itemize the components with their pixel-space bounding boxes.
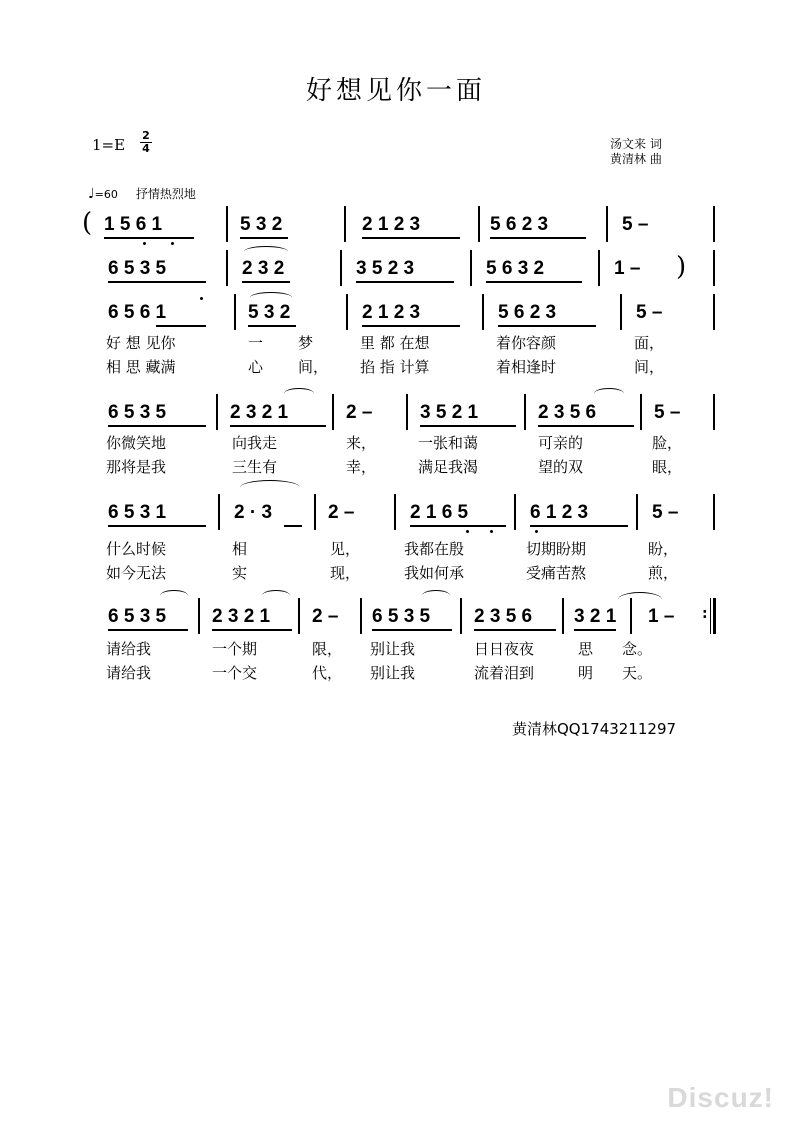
barline: [344, 206, 346, 242]
score-row-6: [0, 598, 792, 638]
note: 6 5 3 5: [372, 606, 431, 627]
lyric: 可亲的: [538, 434, 584, 452]
lyric: 现，: [330, 564, 361, 582]
barline: [332, 394, 334, 430]
barline: [360, 598, 362, 634]
note: 5 3 2: [240, 214, 283, 235]
measure: [490, 214, 548, 236]
lyric: 着你容颜: [496, 334, 557, 352]
slur: [240, 480, 300, 495]
key-signature: 1=E: [92, 136, 126, 154]
lyric: 念。: [622, 640, 653, 658]
barline: [234, 294, 236, 330]
note: 5 –: [654, 402, 681, 423]
slur: [160, 590, 188, 601]
underline: [474, 629, 556, 631]
tempo-marking: [88, 185, 196, 202]
note: 1 –: [614, 258, 641, 279]
underline: [248, 325, 296, 327]
time-signature: [140, 130, 152, 155]
barline: [713, 394, 715, 430]
measure: [530, 502, 588, 524]
underline: [108, 629, 188, 631]
lyric: 请给我: [106, 640, 152, 658]
underline: [108, 525, 206, 527]
measure: [240, 214, 282, 236]
lyric: 思: [578, 640, 594, 658]
lyric: 一个期: [212, 640, 258, 658]
measure: [108, 302, 166, 324]
measure: [108, 402, 166, 424]
barline: [298, 598, 300, 634]
underline: [498, 325, 596, 327]
lyric: 见，: [330, 540, 361, 558]
lyric-line-3: [0, 432, 792, 452]
time-top: 2: [142, 129, 150, 142]
composer: 黄清林 曲: [610, 152, 662, 166]
lyric-line-4: [0, 456, 792, 476]
note: 6 5 3 5: [108, 258, 167, 279]
barline: [216, 394, 218, 430]
tempo-value: =60: [94, 188, 118, 201]
underline: [420, 425, 516, 427]
barline: [226, 250, 228, 286]
barline: [340, 250, 342, 286]
measure: [574, 606, 616, 628]
barline: [713, 250, 715, 286]
barline: [640, 394, 642, 430]
lyric: 我都在殷: [404, 540, 465, 558]
lyric: 满足我渴: [418, 458, 479, 476]
note: 6 5 3 1: [108, 502, 167, 523]
lyric: 受痛苦熬: [526, 564, 587, 582]
lyric: 我如何承: [404, 564, 465, 582]
low-octave-dot: [171, 242, 174, 245]
underline: [284, 525, 302, 527]
slur: [284, 388, 314, 399]
time-bottom: 4: [140, 142, 152, 155]
underline: [574, 629, 616, 631]
note: 2 · 3: [234, 502, 273, 523]
score-row-2: [0, 250, 792, 290]
lyric: 切期盼期: [526, 540, 587, 558]
lyric: 盼，: [648, 540, 679, 558]
note: 2 3 2 1: [212, 606, 271, 627]
measure: [648, 606, 674, 628]
measure: [486, 258, 544, 280]
note: 2 1 2 3: [362, 214, 421, 235]
barline: [514, 494, 516, 530]
lyric: 别让我: [370, 664, 416, 682]
lyric: 幸，: [346, 458, 377, 476]
note: 2 1 2 3: [362, 302, 421, 323]
high-octave-dot: [200, 297, 203, 300]
note: 3 2 1: [574, 606, 617, 627]
barline: [482, 294, 484, 330]
credits: [610, 137, 662, 167]
lyric-line-1: [0, 332, 792, 352]
slur: [594, 388, 624, 399]
note: 6 5 3 5: [108, 402, 167, 423]
note: 2 –: [312, 606, 339, 627]
measure: [108, 258, 166, 280]
underline: [212, 629, 292, 631]
lyric: 实: [232, 564, 248, 582]
score-row-3: [0, 294, 792, 334]
watermark: Discuz!: [667, 1082, 774, 1113]
barline: [524, 394, 526, 430]
lyric: 心: [248, 358, 264, 376]
measure: [654, 402, 680, 424]
measure: [420, 402, 478, 424]
lyric: 代，: [312, 664, 343, 682]
note: 2 3 5 6: [538, 402, 597, 423]
page-title: 好想见你一面: [305, 76, 486, 106]
lyric: 望的双: [538, 458, 584, 476]
barline: [226, 206, 228, 242]
lyric: 三生有: [232, 458, 278, 476]
note: 2 3 2 1: [230, 402, 289, 423]
intro-open-paren: (: [82, 208, 93, 238]
quarter-note-icon: ♩: [88, 186, 95, 202]
measure: [234, 502, 272, 524]
measure: [346, 402, 372, 424]
lyric: 限，: [312, 640, 343, 658]
note: 3 5 2 1: [420, 402, 479, 423]
measure: [410, 502, 468, 524]
barline: [460, 598, 462, 634]
underline: [108, 281, 206, 283]
lyric: 别让我: [370, 640, 416, 658]
lyric: 着相逢时: [496, 358, 557, 376]
barline: [406, 394, 408, 430]
lyric-line-7: [0, 638, 792, 658]
lyric: 梦: [298, 334, 314, 352]
measure: [356, 258, 414, 280]
lyric: 来，: [346, 434, 377, 452]
slur: [250, 292, 292, 303]
note: 2 3 2: [242, 258, 285, 279]
measure: [328, 502, 354, 524]
score-row-5: [0, 494, 792, 534]
underline: [372, 629, 452, 631]
barline: [598, 250, 600, 286]
underline: [530, 525, 628, 527]
lyric: 一个交: [212, 664, 258, 682]
lyric: 那将是我: [106, 458, 167, 476]
barline: [562, 598, 564, 634]
lyric: 明: [578, 664, 594, 682]
barline: [713, 494, 715, 530]
underline: [538, 425, 634, 427]
underline: [362, 325, 460, 327]
lyric: 好 想 见你: [106, 334, 176, 352]
note: 5 6 3 2: [486, 258, 545, 279]
underline: [240, 237, 288, 239]
note: 6 5 6 1: [108, 302, 167, 323]
lyric: 什么时候: [106, 540, 167, 558]
lyric: 掐 指 计算: [360, 358, 430, 376]
measure: [636, 302, 662, 324]
score-row-4: [0, 394, 792, 434]
lyric: 你微笑地: [106, 434, 167, 452]
note: 5 6 2 3: [498, 302, 557, 323]
note: 5 6 2 3: [490, 214, 549, 235]
barline: [620, 294, 622, 330]
measure: [108, 606, 166, 628]
lyricist: 汤文来 词: [610, 137, 662, 151]
barline: [198, 598, 200, 634]
lyric-line-5: [0, 538, 792, 558]
measure: [622, 214, 648, 236]
underline: [490, 237, 586, 239]
author-signature: 黄清林QQ1743211297: [512, 720, 677, 738]
measure: [230, 402, 288, 424]
measure: [372, 606, 430, 628]
low-octave-dot: [535, 530, 538, 533]
lyric: 流着泪到: [474, 664, 535, 682]
barline: [630, 598, 632, 634]
measure: [104, 214, 162, 236]
underline: [104, 237, 194, 239]
measure: [614, 258, 640, 280]
measure: [538, 402, 596, 424]
lyric: 脸，: [652, 434, 683, 452]
underline: [362, 237, 460, 239]
barline: [478, 206, 480, 242]
barline: [314, 494, 316, 530]
lyric: 间，: [298, 358, 329, 376]
note: 3 5 2 3: [356, 258, 415, 279]
final-double-barline: [710, 598, 716, 634]
note: 6 1 2 3: [530, 502, 589, 523]
note: 2 –: [328, 502, 355, 523]
lyric: 一张和蔼: [418, 434, 479, 452]
expression-text: 抒情热烈地: [135, 187, 196, 201]
note: 1 –: [648, 606, 675, 627]
underline: [230, 425, 326, 427]
lyric: 日日夜夜: [474, 640, 535, 658]
lyric: 面，: [634, 334, 665, 352]
slur: [422, 590, 450, 601]
measure: [474, 606, 532, 628]
barline: [346, 294, 348, 330]
lyric: 请给我: [106, 664, 152, 682]
low-octave-dot: [490, 530, 493, 533]
barline: [713, 294, 715, 330]
underline: [108, 425, 206, 427]
note: 6 5 3 5: [108, 606, 167, 627]
underline: [486, 281, 582, 283]
note: 5 –: [622, 214, 649, 235]
lyric-line-2: [0, 356, 792, 376]
measure: [312, 606, 338, 628]
lyric: 一: [248, 334, 264, 352]
measure: [242, 258, 284, 280]
repeat-sign: :: [702, 606, 708, 622]
barline: [713, 206, 715, 242]
measure: [362, 302, 420, 324]
score-row-1: [0, 206, 792, 246]
note: 5 3 2: [248, 302, 291, 323]
lyric: 向我走: [232, 434, 278, 452]
note: 1 5 6 1: [104, 214, 163, 235]
underline: [242, 281, 290, 283]
underline: [410, 525, 506, 527]
measure: [652, 502, 678, 524]
low-octave-dot: [143, 242, 146, 245]
measure: [362, 214, 420, 236]
lyric: 天。: [622, 664, 653, 682]
note: 2 –: [346, 402, 373, 423]
lyric: 相 思 藏满: [106, 358, 176, 376]
note: 2 3 5 6: [474, 606, 533, 627]
barline: [470, 250, 472, 286]
lyric: 如今无法: [106, 564, 167, 582]
lyric: 间，: [634, 358, 665, 376]
lyric: 眼，: [652, 458, 683, 476]
slur: [618, 592, 662, 607]
barline: [218, 494, 220, 530]
barline: [636, 494, 638, 530]
lyric: 煎，: [648, 564, 679, 582]
barline: [394, 494, 396, 530]
low-octave-dot: [466, 530, 469, 533]
measure: [108, 502, 166, 524]
note: 5 –: [636, 302, 663, 323]
slur: [244, 246, 288, 257]
intro-close-paren: ): [676, 252, 687, 282]
barline: [606, 206, 608, 242]
underline: [356, 281, 454, 283]
note: 2 1 6 5: [410, 502, 469, 523]
underline: [156, 325, 206, 327]
note: 5 –: [652, 502, 679, 523]
lyric: 里 都 在想: [360, 334, 430, 352]
lyric-line-6: [0, 562, 792, 582]
measure: [498, 302, 556, 324]
measure: [248, 302, 290, 324]
lyric-line-8: [0, 662, 792, 682]
lyric: 相: [232, 540, 248, 558]
measure: [212, 606, 270, 628]
slur: [262, 590, 290, 601]
